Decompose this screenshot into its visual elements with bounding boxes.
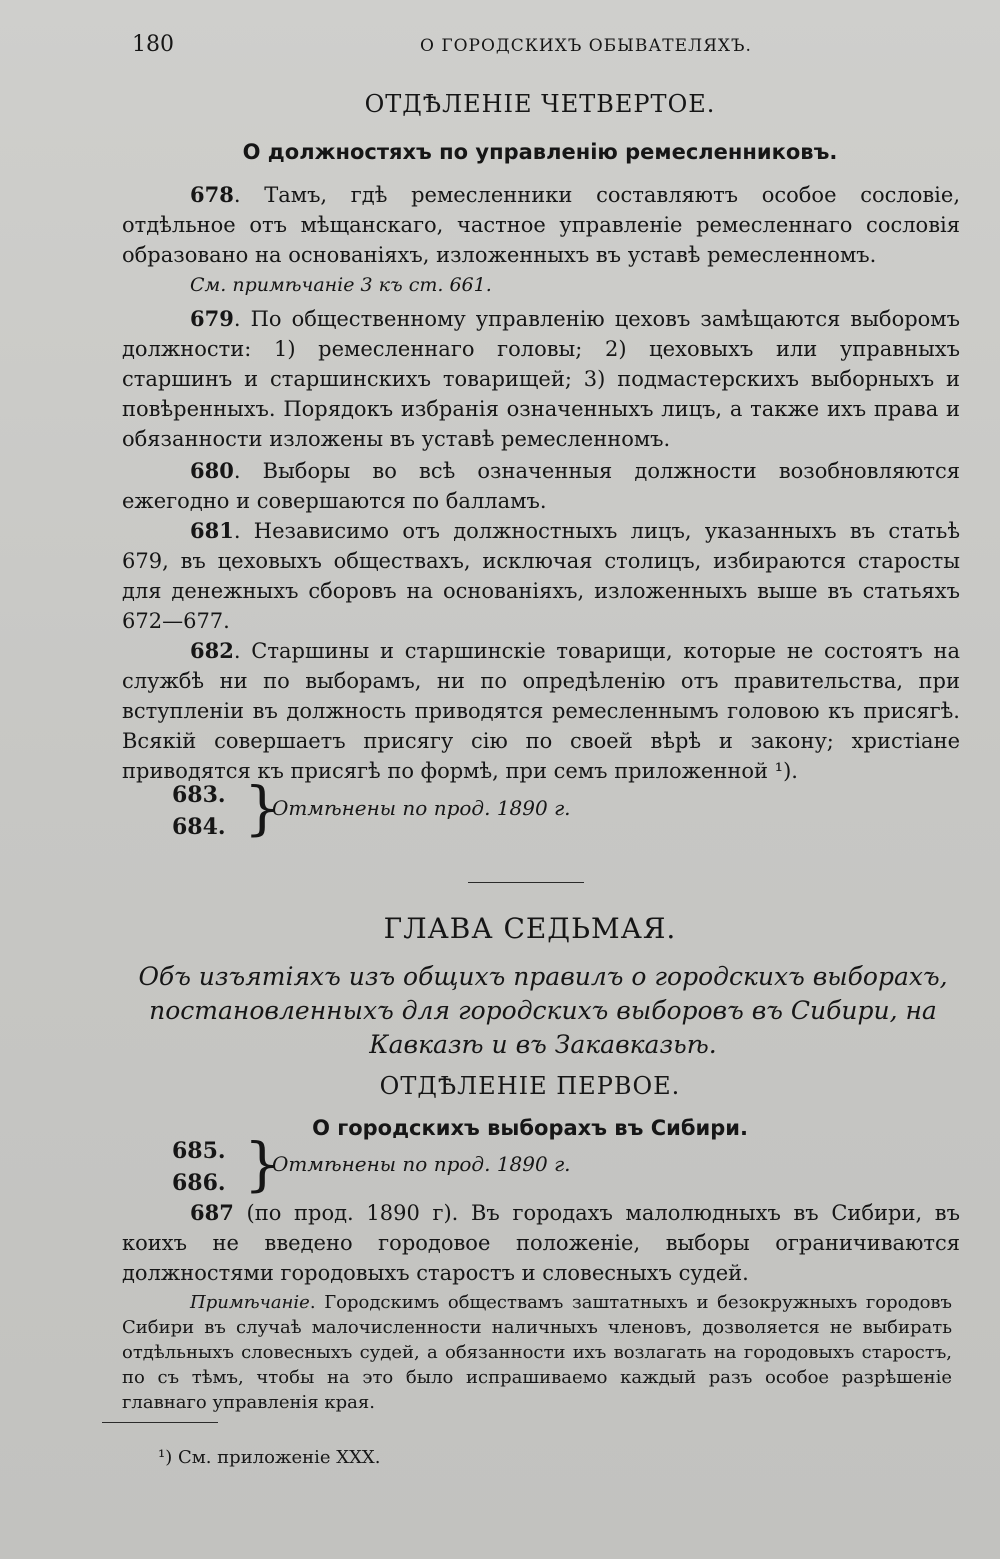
article-text: . Старшины и старшинскіе товарищи, которые не состоятъ на службѣ ни по выборамъ, ни по опредѣленію отъ правительства, при вступленіи въ должность приводятся ремесленнымъ головою къ присягѣ. Всякій совершаетъ присягу сію по своей вѣрѣ и закону; христіане приводятся къ присягѣ по формѣ, при семъ приложенной ¹). — [122, 639, 960, 783]
article-678 — [122, 180, 960, 270]
article-number: 681 — [190, 518, 234, 543]
footnote-rule — [102, 1422, 218, 1423]
article-text: . По общественному управленію цеховъ замѣщаются выборомъ должности: 1) ремесленнаго головы; 2) цеховыхъ или управныхъ старшинъ и старшинскихъ товарищей; 3) подмастерскихъ выборныхъ и повѣренныхъ. Порядокъ избранія означенныхъ лицъ, а также ихъ права и обязанности изложены въ уставѣ ремесленномъ. — [122, 307, 960, 451]
chapter-subtitle: Объ изъятіяхъ изъ общихъ правилъ о городскихъ выборахъ, постановленныхъ для городскихъ выборовъ въ Сибири, на Кавказѣ и въ Закавказьѣ. — [138, 962, 948, 1059]
repealed-text: Отмѣнены по прод. 1890 г. — [272, 796, 571, 820]
article-number: 678 — [190, 182, 234, 207]
see-note: См. примѣчаніе 3 къ ст. 661. — [190, 274, 492, 296]
article-number: 679 — [190, 306, 234, 331]
section-subheading: О городскихъ выборахъ въ Сибири. — [312, 1116, 748, 1140]
repealed-articles-685-686 — [172, 1130, 672, 1202]
section-heading: ОТДѢЛЕНІЕ ЧЕТВЕРТОЕ. — [364, 90, 716, 118]
note-text: . Городскимъ обществамъ заштатныхъ и безокружныхъ городовъ Сибири въ случаѣ малочисленности наличныхъ членовъ, дозволяется не выбирать отдѣльныхъ словесныхъ судей, а обязанности ихъ возлагать на городовыхъ старостъ, по съ тѣмъ, чтобы на это было испрашиваемо каждый разъ особое разрѣшеніе главнаго управленія края. — [122, 1292, 952, 1413]
article-number: 685. — [172, 1138, 226, 1164]
running-header — [120, 28, 960, 62]
running-title: О ГОРОДСКИХЪ ОБЫВАТЕЛЯХЪ. — [420, 36, 752, 56]
note — [122, 1290, 952, 1415]
article-682 — [122, 636, 960, 786]
article-text: . Выборы во всѣ означенныя должности возобновляются ежегодно и совершаются по балламъ. — [122, 459, 960, 513]
article-number: 686. — [172, 1170, 226, 1196]
section-heading: ОТДѢЛЕНІЕ ПЕРВОЕ. — [379, 1072, 681, 1100]
article-687 — [122, 1198, 960, 1288]
divider — [468, 882, 584, 883]
article-679 — [122, 304, 960, 454]
footnote: ¹) См. приложеніе XXX. — [158, 1447, 381, 1468]
article-681 — [122, 516, 960, 636]
page-number: 180 — [132, 32, 174, 57]
repealed-articles-683-684 — [172, 774, 672, 846]
brace: } — [244, 1130, 281, 1198]
note-label: Примѣчаніе — [190, 1292, 310, 1313]
article-number: 687 — [190, 1200, 234, 1225]
brace: } — [244, 774, 281, 842]
article-text: . Независимо отъ должностныхъ лицъ, указанныхъ въ статьѣ 679, въ цеховыхъ обществахъ, исключая столицъ, избираются старосты для денежныхъ сборовъ на основаніяхъ, изложенныхъ выше въ статьяхъ 672—677. — [122, 519, 960, 633]
article-number: 682 — [190, 638, 234, 663]
article-number: 684. — [172, 814, 226, 840]
article-number: 680 — [190, 458, 234, 483]
article-number: 683. — [172, 782, 226, 808]
repealed-text: Отмѣнены по прод. 1890 г. — [272, 1152, 571, 1176]
section-subheading: О должностяхъ по управленію ремесленниковъ. — [242, 140, 838, 164]
article-text: (по прод. 1890 г). Въ городахъ малолюдныхъ въ Сибири, въ коихъ не введено городовое положеніе, выборы ограничиваются должностями городовыхъ старостъ и словесныхъ судей. — [122, 1201, 960, 1285]
article-680 — [122, 456, 960, 516]
chapter-title: ГЛАВА СЕДЬМАЯ. — [383, 912, 677, 945]
article-text: . Тамъ, гдѣ ремесленники составляютъ особое сословіе, отдѣльное отъ мѣщанскаго, частное управленіе ремесленнаго сословія образовано на основаніяхъ, изложенныхъ въ уставѣ ремесленномъ. — [122, 183, 960, 267]
